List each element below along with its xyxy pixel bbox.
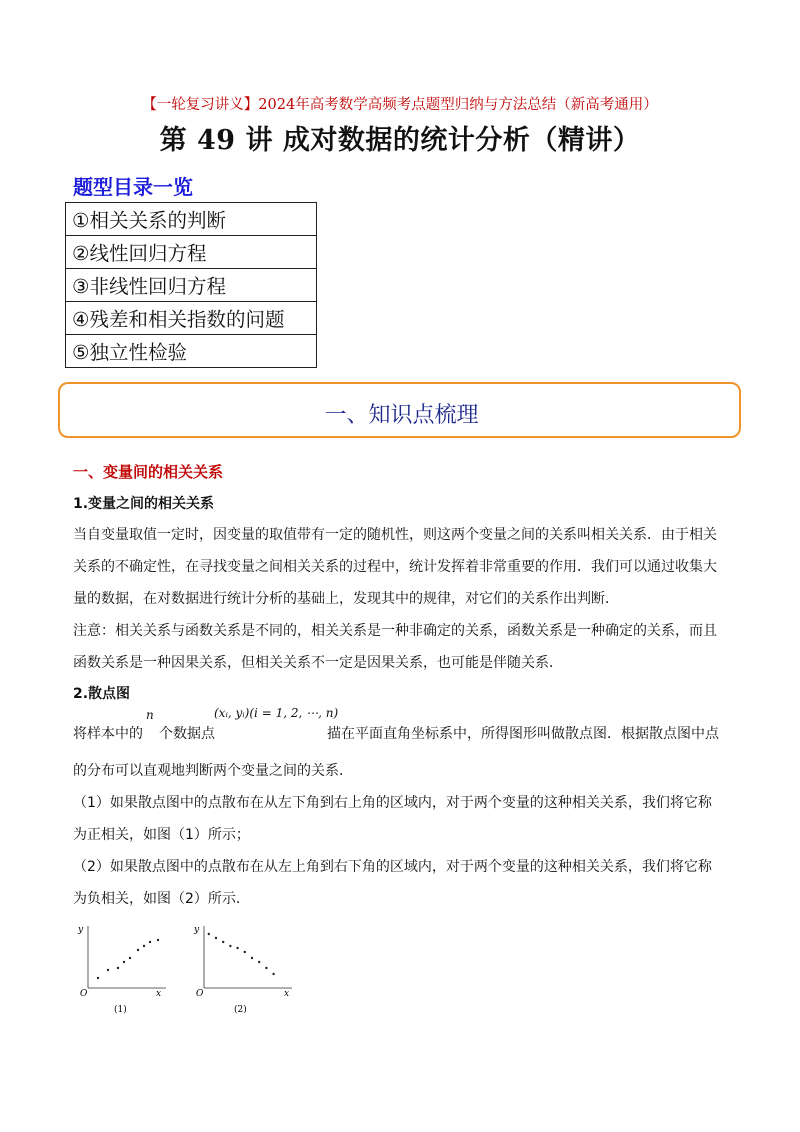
paragraph-line: 关系的不确定性，在寻找变量之间相关关系的过程中，统计发挥着非常重要的作用．我们可以通过收集大	[73, 559, 717, 575]
heading-correlation: 一、变量间的相关关系	[73, 463, 224, 481]
figure-caption: (1)	[114, 1005, 127, 1015]
toc-item[interactable]: ①相关关系的判断	[66, 203, 317, 236]
scatter-point	[97, 977, 99, 979]
toc-item[interactable]: ③非线性回归方程	[66, 269, 317, 302]
scatter-point	[107, 969, 109, 971]
figure-caption: (2)	[234, 1005, 247, 1015]
scatter-formula: (xᵢ, yᵢ)(i = 1, 2, ⋯, n)	[214, 706, 339, 720]
scatter-text-c: 描在平面直角坐标系中，所得图形叫做散点图．根据散点图中点	[327, 726, 719, 742]
series-header: 【一轮复习讲义】2024年高考数学高频考点题型归纳与方法总结（新高考通用）	[142, 97, 658, 113]
scatter-point	[117, 967, 119, 969]
paragraph-line: 当自变量取值一定时，因变量的取值带有一定的随机性，则这两个变量之间的关系叫相关关系．由于相关	[73, 527, 717, 543]
fig2-points	[208, 933, 275, 975]
x-axis-label: x	[156, 989, 162, 999]
toc-heading: 题型目录一览	[73, 175, 193, 199]
y-axis-label: y	[194, 925, 200, 935]
page-title: 第 49 讲 成对数据的统计分析（精讲）	[159, 125, 641, 156]
scatter-point	[123, 961, 125, 963]
scatter-figure-negative	[188, 920, 298, 1020]
scatter-text-d: 的分布可以直观地判断两个变量之间的关系．	[73, 763, 353, 779]
scatter-point	[149, 941, 151, 943]
note-line: 函数关系是一种因果关系，但相关关系不一定是因果关系，也可能是伴随关系．	[73, 655, 563, 671]
toc-table	[65, 202, 317, 368]
scatter-point	[129, 957, 131, 959]
section-banner	[58, 382, 741, 438]
x-axis-label: x	[284, 989, 290, 999]
negative-line: 为负相关，如图（2）所示．	[73, 891, 250, 907]
scatter-point	[229, 945, 231, 947]
toc-item[interactable]: ④残差和相关指数的问题	[66, 302, 317, 335]
heading-variable-relation: 1.变量之间的相关关系	[73, 496, 215, 512]
positive-line: 为正相关，如图（1）所示；	[73, 827, 250, 843]
section-title: 一、知识点梳理	[324, 403, 479, 428]
origin-label: O	[196, 989, 204, 999]
scatter-text-a: 将样本中的	[73, 726, 143, 742]
y-axis-label: y	[78, 925, 84, 935]
paragraph-line: 量的数据，在对数据进行统计分析的基础上，发现其中的规律，对它们的关系作出判断．	[73, 591, 619, 607]
scatter-point	[137, 949, 139, 951]
toc-item[interactable]: ②线性回归方程	[66, 236, 317, 269]
heading-scatter: 2.散点图	[73, 686, 131, 702]
scatter-figure-positive	[72, 920, 172, 1020]
scatter-point	[215, 937, 217, 939]
scatter-point	[272, 973, 274, 975]
scatter-point	[143, 945, 145, 947]
scatter-point	[236, 947, 238, 949]
origin-label: O	[80, 989, 88, 999]
positive-line: （1）如果散点图中的点散布在从左下角到右上角的区域内，对于两个变量的这种相关关系，我们将它称	[73, 795, 712, 811]
scatter-point	[244, 951, 246, 953]
scatter-text-b: 个数据点	[159, 726, 215, 742]
scatter-point	[251, 957, 253, 959]
scatter-n-symbol: n	[146, 708, 154, 722]
scatter-point	[258, 961, 260, 963]
fig1-points	[97, 939, 159, 979]
scatter-point	[222, 941, 224, 943]
note-line: 注意：相关关系与函数关系是不同的，相关关系是一种非确定的关系，函数关系是一种确定的关系，而且	[73, 623, 717, 639]
scatter-point	[265, 967, 267, 969]
negative-line: （2）如果散点图中的点散布在从左上角到右下角的区域内，对于两个变量的这种相关关系，我们将它称	[73, 859, 712, 875]
toc-item[interactable]: ⑤独立性检验	[66, 335, 317, 368]
scatter-point	[157, 939, 159, 941]
scatter-point	[208, 933, 210, 935]
